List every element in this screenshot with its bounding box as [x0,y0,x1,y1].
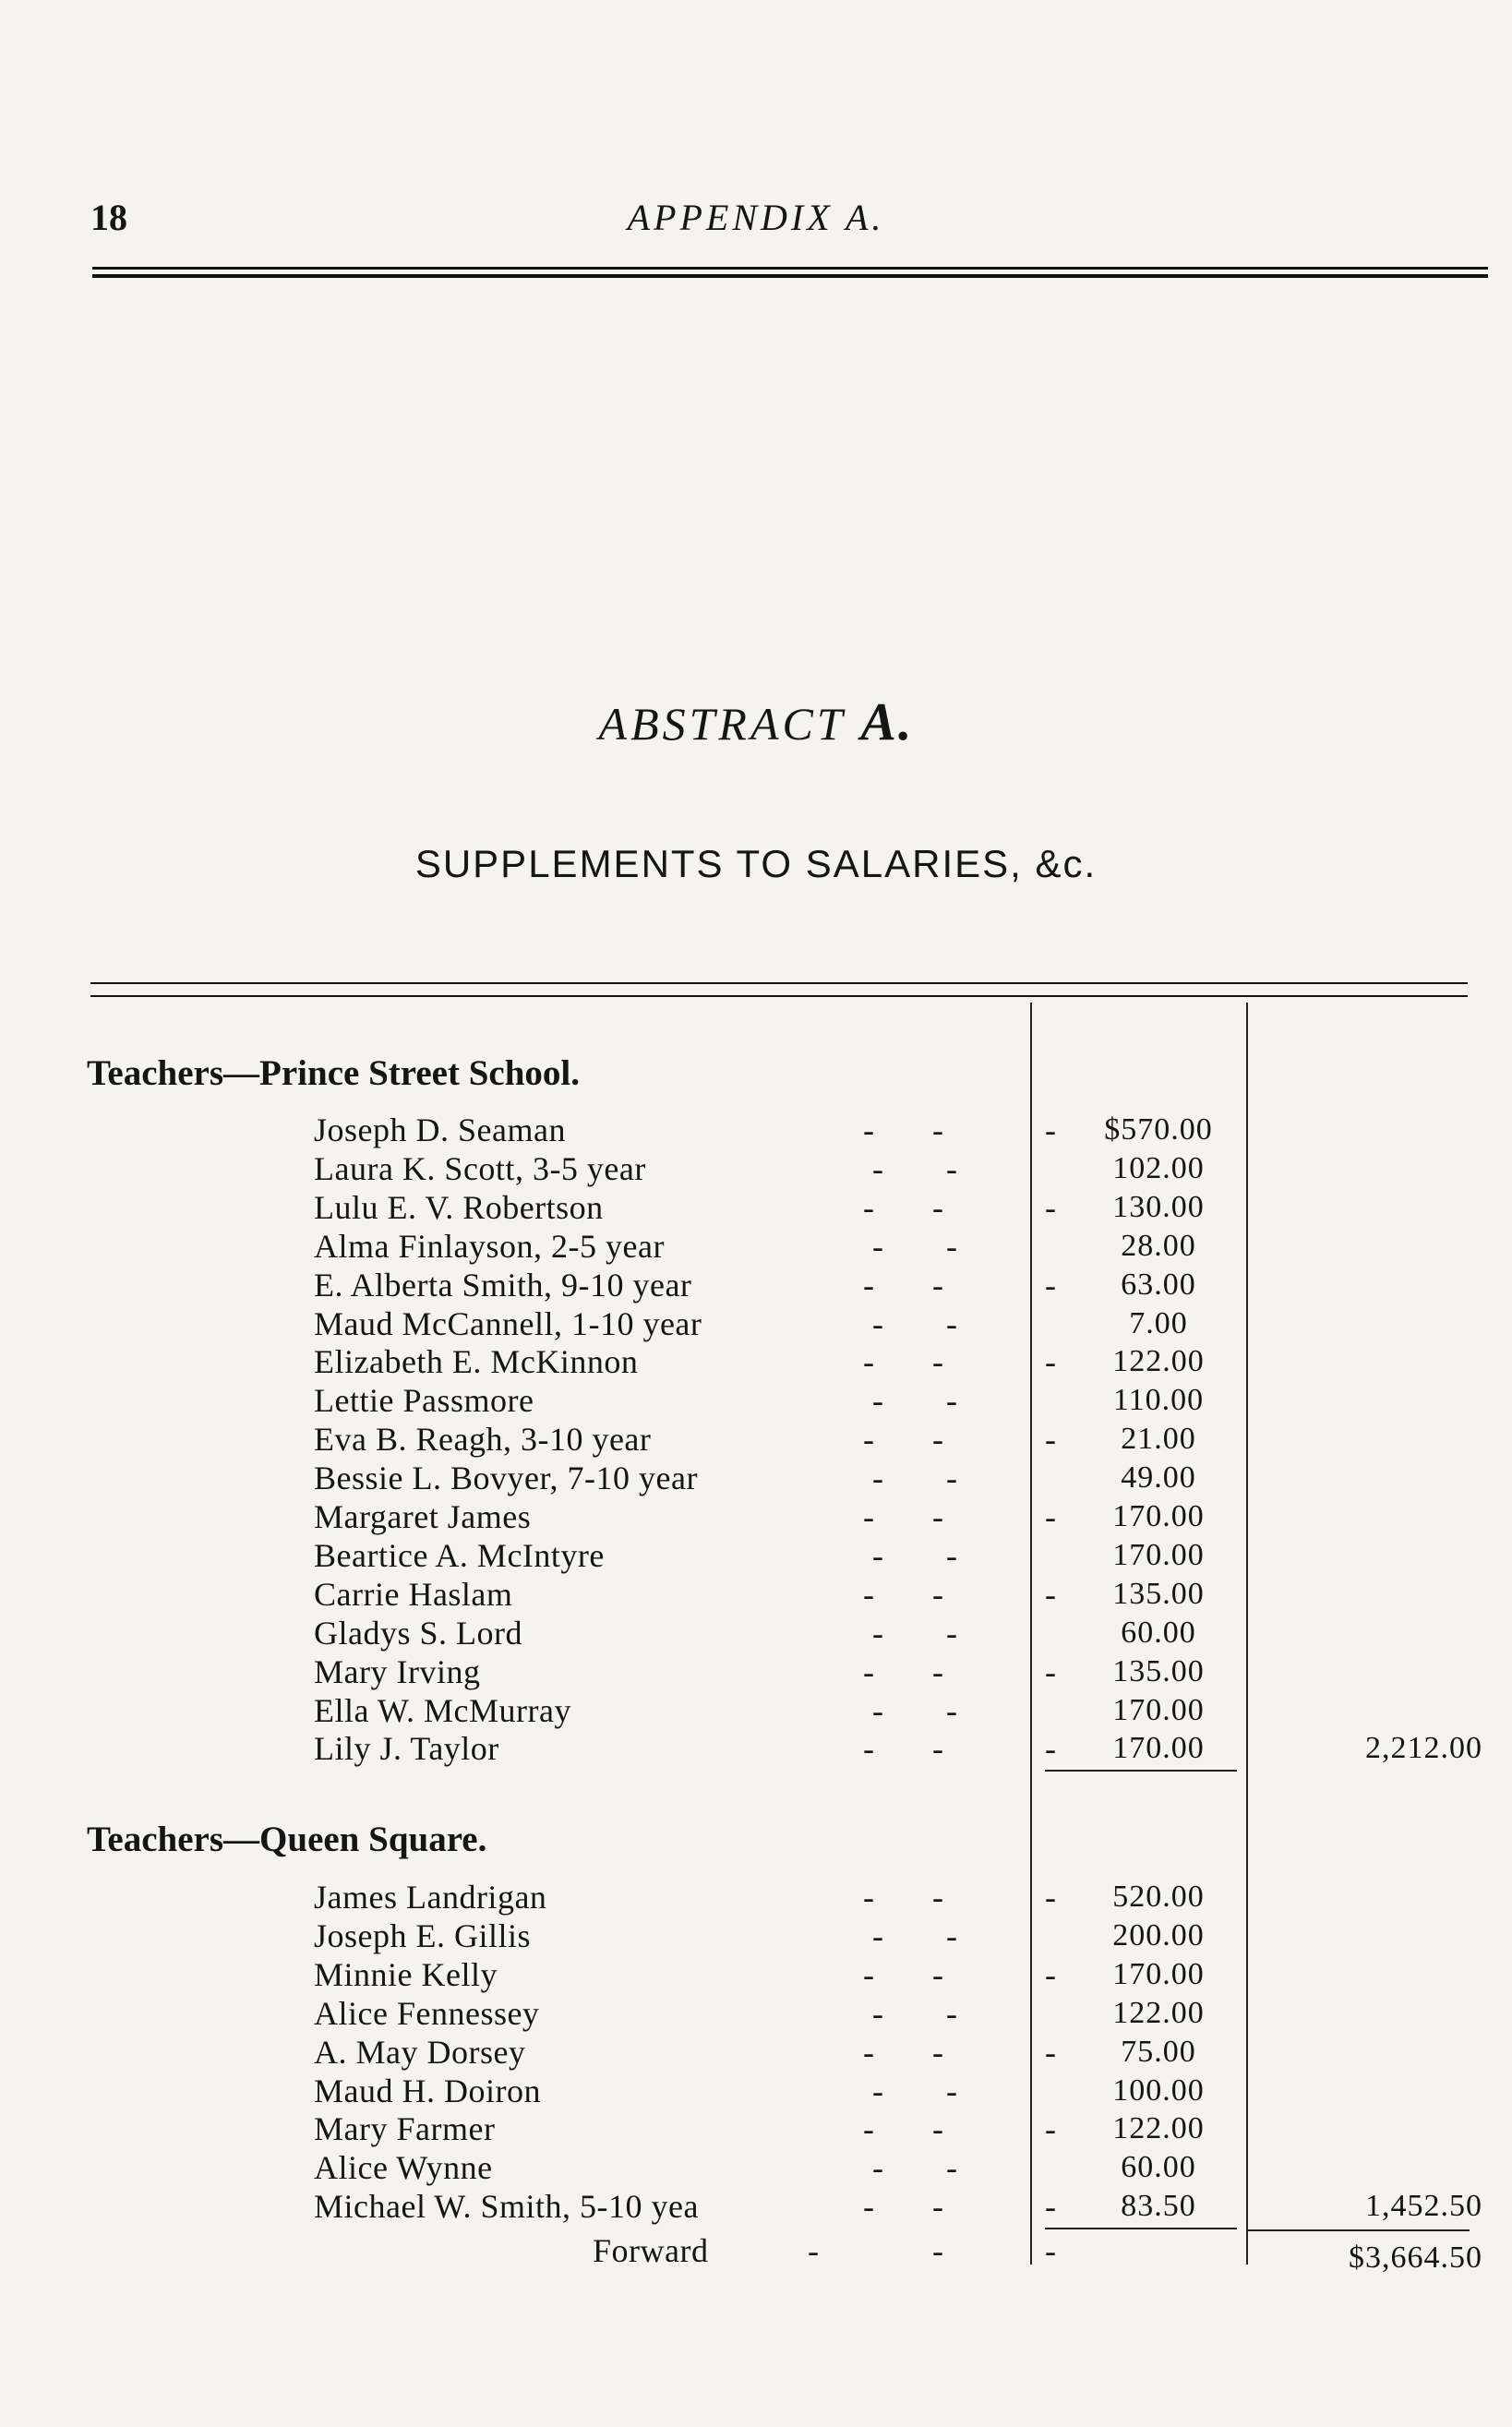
header-rule-bottom [92,274,1488,278]
leader-dash: - [932,1343,943,1381]
teacher-name: Maud McCannell, 1-10 year [314,1304,702,1342]
leader-dash: - [872,1916,883,1954]
section-heading: Teachers—Queen Square. [87,1820,487,1859]
running-title: APPENDIX A. [627,197,885,238]
amount: 122.00 [1112,1995,1205,2030]
table-row [314,1691,1486,1730]
table-row [314,1614,1486,1652]
table-rule-second [90,995,1468,997]
leader-dashes [314,2231,1056,2270]
teacher-name: Ella W. McMurray [314,1691,571,1729]
teacher-name: Elizabeth E. McKinnon [314,1343,639,1381]
leader-dash: - [863,2110,874,2148]
amount: 83.50 [1121,2189,1196,2224]
leader-dashes [314,1420,1056,1459]
teacher-name: E. Alberta Smith, 9-10 year [314,1266,692,1304]
leader-dashes [314,1994,1025,2033]
leader-dashes [314,1497,1056,1536]
leader-dashes [314,1878,1056,1916]
teacher-name: Michael W. Smith, 5-10 yea [314,2188,699,2226]
leader-dash: - [946,1916,957,1954]
leader-dash: - [863,1343,874,1381]
table-row [314,2109,1486,2148]
leader-dashes [314,1729,1056,1768]
column-rule-right [1246,1003,1248,2265]
table-row [314,1497,1486,1536]
leader-dashes [314,2148,1025,2187]
teacher-name: Joseph E. Gillis [314,1916,532,1954]
leader-dash: - [863,1498,874,1535]
abstract-title [0,691,1512,752]
table-row [314,1459,1486,1497]
teacher-name: Maud H. Doiron [314,2072,541,2109]
leader-dash: - [932,1879,943,1916]
leader-dashes [314,2072,1025,2110]
amount: 170.00 [1112,1499,1205,1533]
leader-dash: - [946,1304,957,1342]
table-row [314,2148,1486,2187]
leader-dash: - [1045,1730,1056,1768]
table-row [314,1536,1486,1575]
amount: 60.00 [1121,1615,1196,1650]
forward-label: Forward [593,2232,709,2270]
leader-dash: - [863,1879,874,1916]
leader-dash: - [1045,2188,1056,2226]
amount: 170.00 [1112,1537,1205,1572]
amount-underline [1045,2228,1237,2229]
leader-dash: - [932,2033,943,2071]
leader-dash: - [932,1730,943,1768]
leader-dashes [314,1916,1025,1955]
amount: 520.00 [1112,1880,1205,1914]
leader-dash: - [932,1421,943,1459]
leader-dash: - [863,2033,874,2071]
leader-dash: - [863,1266,874,1304]
leader-dash: - [932,1111,943,1148]
leader-dashes [314,1459,1025,1497]
leader-dash: - [872,1536,883,1574]
leader-dash: - [1045,1498,1056,1535]
leader-dash: - [872,1304,883,1342]
leader-dash: - [932,1188,943,1226]
leader-dashes [314,1227,1025,1266]
teacher-name: Bessie L. Bovyer, 7-10 year [314,1460,698,1497]
leader-dash: - [863,1575,874,1613]
section-heading: Teachers—Prince Street School. [87,1053,580,1093]
table-row [314,1916,1486,1955]
leader-dash: - [1045,1188,1056,1226]
teacher-name: Lulu E. V. Robertson [314,1188,604,1226]
leader-dash: - [872,2072,883,2109]
teacher-name: Lily J. Taylor [314,1730,499,1768]
leader-dash: - [863,1652,874,1690]
section-subtotal: 1,452.50 [1365,2189,1482,2224]
teacher-name: A. May Dorsey [314,2033,526,2071]
leader-dashes [314,2187,1056,2226]
leader-dash: - [946,2149,957,2187]
leader-dash: - [946,1227,957,1265]
teacher-name: Alice Fennessey [314,1994,540,2032]
forward-row [314,2231,1486,2276]
amount: 75.00 [1121,2034,1196,2069]
teacher-name: Alma Finlayson, 2-5 year [314,1227,665,1265]
leader-dash: - [946,1536,957,1574]
teacher-name: Lettie Passmore [314,1382,534,1420]
amount: 200.00 [1112,1917,1205,1952]
table-row [314,2072,1486,2110]
table-row [314,1227,1486,1266]
leader-dash: - [863,1188,874,1226]
amount: 135.00 [1112,1653,1205,1688]
teacher-name: Eva B. Reagh, 3-10 year [314,1421,652,1459]
leader-dash: - [863,1730,874,1768]
amount: 60.00 [1121,2150,1196,2185]
amount: 170.00 [1112,1692,1205,1727]
leader-dash: - [932,1575,943,1613]
leader-dash: - [872,1994,883,2032]
leader-dashes [314,2033,1056,2072]
header-rule-top [92,267,1488,270]
leader-dash: - [1045,1575,1056,1613]
leader-dashes [314,2109,1056,2148]
leader-dash: - [1045,1879,1056,1916]
leader-dash: - [932,2232,943,2270]
leader-dash: - [863,1955,874,1993]
amount: 28.00 [1121,1228,1196,1263]
teacher-name: Joseph D. Seaman [314,1111,566,1148]
abstract-title-letter: A. [860,691,914,751]
amount: 102.00 [1112,1150,1205,1185]
leader-dash: - [1045,1343,1056,1381]
table-row [314,1149,1486,1188]
leader-dash: - [863,1111,874,1148]
leader-dash: - [1045,1266,1056,1304]
table-row [314,1878,1486,1916]
teacher-name: Beartice A. McIntyre [314,1536,605,1574]
leader-dash: - [872,1227,883,1265]
leader-dash: - [872,1149,883,1187]
leader-dash: - [932,1652,943,1690]
leader-dash: - [946,1614,957,1652]
table-row [314,2187,1486,2226]
table-row [314,1304,1486,1343]
table-row [314,1342,1486,1381]
leader-dash: - [872,1460,883,1497]
amount: 170.00 [1112,1731,1205,1766]
table-row [314,1955,1486,1994]
amount-underline [1045,1770,1237,1772]
leader-dash: - [1045,1421,1056,1459]
leader-dash: - [863,2188,874,2226]
amount: 21.00 [1121,1422,1196,1457]
leader-dashes [314,1304,1025,1343]
leader-dash: - [872,1614,883,1652]
teacher-name: Laura K. Scott, 3-5 year [314,1149,646,1187]
teacher-name: Carrie Haslam [314,1575,513,1613]
leader-dash: - [1045,1111,1056,1148]
leader-dash: - [946,1691,957,1729]
leader-dash: - [946,1382,957,1420]
leader-dash: - [946,1460,957,1497]
leader-dash: - [872,1691,883,1729]
table-rule-top [90,982,1468,984]
amount: 110.00 [1112,1383,1205,1418]
table-row [314,1266,1486,1304]
table-row [314,1111,1486,1149]
column-rule-left [1030,1003,1032,2265]
leader-dashes [314,1111,1056,1149]
amount: 49.00 [1121,1460,1196,1496]
leader-dashes [314,1652,1056,1691]
leader-dashes [314,1381,1025,1420]
table-row [314,1575,1486,1614]
leader-dashes [314,1614,1025,1652]
amount: 63.00 [1121,1267,1196,1302]
leader-dash: - [932,2188,943,2226]
table-row [314,1381,1486,1420]
leader-dash: - [1045,2033,1056,2071]
amount: 100.00 [1112,2073,1205,2108]
amount: 122.00 [1112,1344,1205,1379]
table-row [314,1994,1486,2033]
teacher-name: Alice Wynne [314,2149,493,2187]
leader-dashes [314,1188,1056,1227]
teacher-name: James Landrigan [314,1879,547,1916]
amount: 122.00 [1112,2111,1205,2146]
leader-dash: - [932,1498,943,1535]
leader-dashes [314,1342,1056,1381]
leader-dash: - [863,1421,874,1459]
leader-dash: - [946,2072,957,2109]
table-row [314,1729,1486,1768]
leader-dashes [314,1955,1056,1994]
table-row [314,1188,1486,1227]
leader-dash: - [1045,2110,1056,2148]
leader-dash: - [1045,2232,1056,2270]
leader-dashes [314,1266,1056,1304]
table-row [314,1420,1486,1459]
leader-dash: - [1045,1652,1056,1690]
teacher-name: Minnie Kelly [314,1955,498,1993]
leader-dashes [314,1691,1025,1730]
amount: 7.00 [1129,1305,1188,1340]
subtotal-underline [1248,2229,1470,2231]
abstract-title-text: ABSTRACT [598,698,846,750]
forward-total: $3,664.50 [1349,2241,1482,2276]
leader-dashes [314,1149,1025,1188]
teacher-name: Mary Irving [314,1652,481,1690]
amount: 135.00 [1112,1576,1205,1611]
amount: 130.00 [1112,1189,1205,1224]
teacher-name: Mary Farmer [314,2110,496,2148]
leader-dash: - [872,2149,883,2187]
table-row [314,2033,1486,2072]
leader-dash: - [946,1994,957,2032]
section-subtotal: 2,212.00 [1365,1731,1482,1766]
leader-dash: - [808,2232,819,2270]
page-number: 18 [90,197,127,238]
leader-dash: - [932,1955,943,1993]
subtitle: SUPPLEMENTS TO SALARIES, &c. [414,842,1098,885]
leader-dash: - [1045,1955,1056,1993]
amount: 170.00 [1112,1956,1205,1991]
leader-dashes [314,1575,1056,1614]
leader-dash: - [872,1382,883,1420]
teacher-name: Margaret James [314,1498,532,1535]
leader-dashes [314,1536,1025,1575]
amount: $570.00 [1104,1112,1213,1147]
leader-dash: - [946,1149,957,1187]
table-row [314,1652,1486,1691]
leader-dash: - [932,1266,943,1304]
leader-dash: - [932,2110,943,2148]
teacher-name: Gladys S. Lord [314,1614,522,1652]
